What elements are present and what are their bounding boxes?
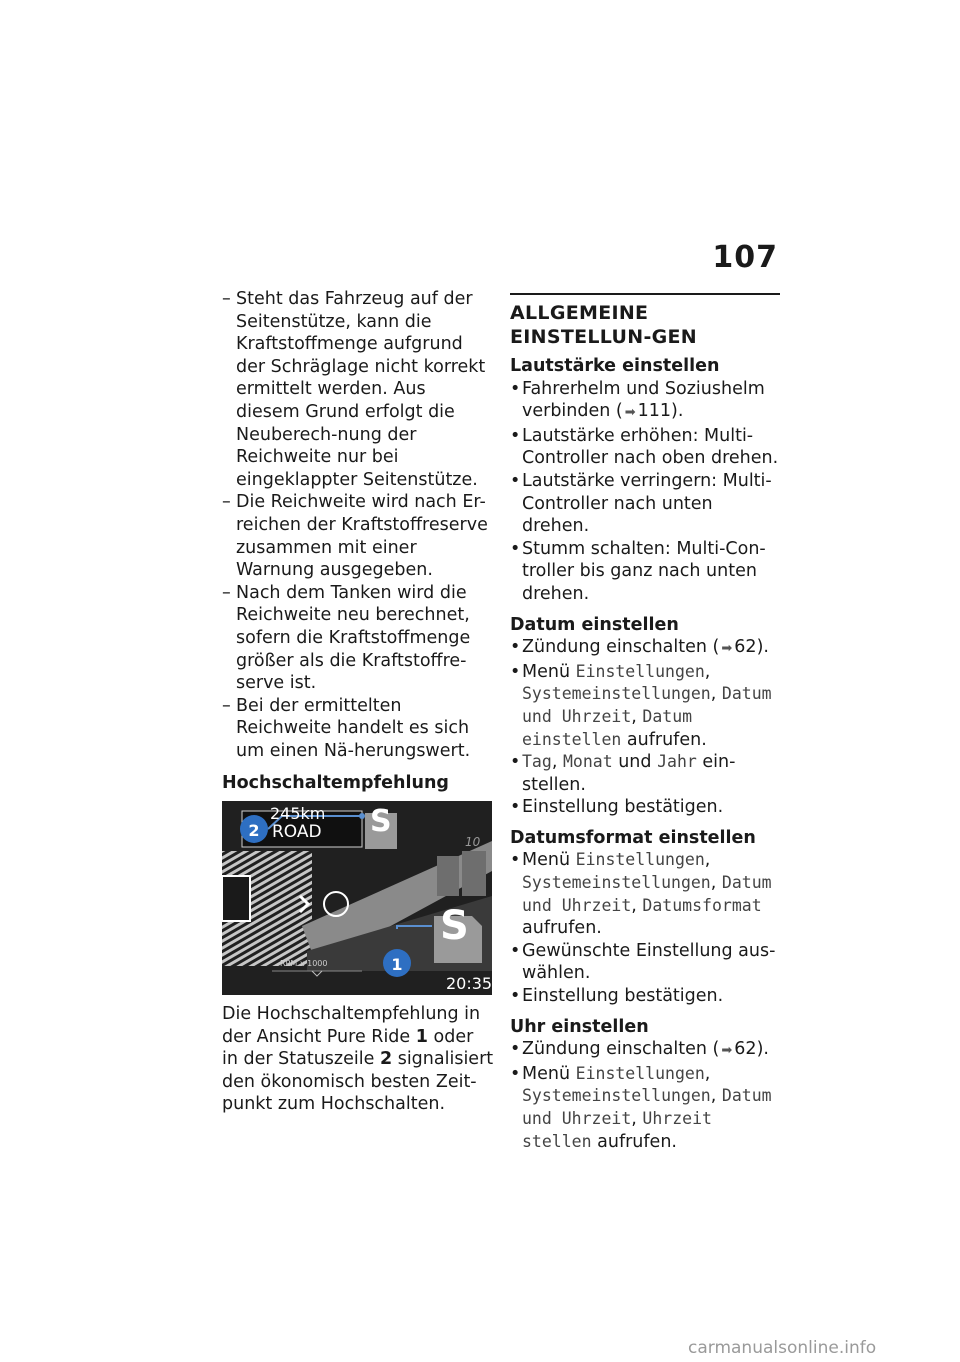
field-name: Jahr <box>657 752 697 772</box>
list-item: • Menü Einstellungen, Systemeinstellungen, Datum und Uhrzeit, Datumsformat aufrufen. <box>510 849 780 939</box>
menu-path: Systemeinstellungen <box>522 684 711 704</box>
caption-text: Die Hochschaltempfehlung in der Ansicht Pure Ride <box>222 1004 481 1047</box>
item-text: aufrufen. <box>522 918 602 939</box>
list-item: • Gewünschte Einstellung aus-wählen. <box>510 940 780 985</box>
caption-text: oder in der Statuszeile <box>222 1026 474 1070</box>
list-item <box>510 1038 780 1063</box>
list-item: – Steht das Fahrzeug auf der Seitenstütze, kann die Kraftstoffmenge aufgrund der Schräglage nicht korrekt ermittelt werden. Aus diesem Grund erfolgt die Neuberech-nung der Reichweite nur bei eingeklappter Seitenstütze. <box>222 288 494 491</box>
menu-path: Uhrzeit stellen <box>522 1109 712 1151</box>
callout-1: 1 <box>391 955 403 975</box>
item-text: aufrufen. <box>626 729 707 750</box>
item-text: Menü <box>522 661 571 682</box>
field-name: Monat <box>562 752 613 772</box>
menu-path: Systemeinstellungen <box>522 873 711 893</box>
dashboard-illustration <box>222 801 492 995</box>
shift-indicator-top: S <box>370 804 392 840</box>
item-text: ein-stellen. <box>522 752 736 795</box>
menu-path: Datumsformat <box>642 895 762 915</box>
left-column <box>222 288 494 1116</box>
figure-caption <box>222 1003 494 1116</box>
dashboard-figure <box>222 801 492 995</box>
list-item: – Bei der ermittelten Reichweite handelt es sich um einen Nä-herungswert. <box>222 695 494 763</box>
clock-readout: 20:35 <box>446 974 492 994</box>
list-item <box>510 378 780 425</box>
menu-path: Datum und Uhrzeit <box>522 1086 772 1128</box>
shift-indicator-main: S <box>440 903 469 950</box>
page-ref: 62). <box>734 637 769 658</box>
field-name: Tag <box>522 752 552 772</box>
list-item: – Nach dem Tanken wird die Reichweite neu berechnet, sofern die Kraftstoffmenge größer als die Kraftstoffre-serve ist. <box>222 582 494 695</box>
list-item: • Stumm schalten: Multi-Con-troller bis ganz nach unten drehen. <box>510 538 780 606</box>
range-readout: 245km <box>270 804 326 824</box>
right-column <box>510 288 780 1153</box>
list-item: • Einstellung bestätigen. <box>510 796 780 819</box>
heading-uhr: Uhr einstellen <box>510 1016 649 1037</box>
page-ref-arrow-icon: ➡ <box>624 405 636 421</box>
callout-2: 2 <box>248 821 260 841</box>
list-item: – Die Reichweite wird nach Er-reichen der Kraftstoffreserve zusammen mit einer Warnung ausgegeben. <box>222 491 494 581</box>
page-ref-arrow-icon: ➡ <box>721 641 733 657</box>
menu-path: Datum und Uhrzeit <box>522 873 772 915</box>
page-ref: 62). <box>734 1039 769 1060</box>
scale-label: 10 <box>465 835 481 850</box>
heading-datumsformat: Datumsformat einstellen <box>510 827 756 848</box>
list-item: • Menü Einstellungen, Systemeinstellungen, Datum und Uhrzeit, Datum einstellen aufrufen. <box>510 661 780 751</box>
list-item: • Tag, Monat und Jahr ein-stellen. <box>510 751 780 796</box>
item-text: Fahrerhelm und Soziushelm verbinden ( <box>522 378 765 422</box>
item-text: Menü <box>522 850 571 871</box>
list-item: • Lautstärke verringern: Multi-Controller nach unten drehen. <box>510 470 780 538</box>
item-text: Zündung einschalten ( <box>522 1039 720 1060</box>
page-number: 107 <box>712 240 778 275</box>
page-ref-arrow-icon: ➡ <box>721 1043 733 1059</box>
menu-path: Systemeinstellungen <box>522 1086 711 1106</box>
item-text: Menü <box>522 1063 571 1084</box>
list-item: • Menü Einstellungen, Systemeinstellungen, Datum und Uhrzeit, Uhrzeit stellen aufrufen. <box>510 1063 780 1153</box>
rpm-label: RPM x 1000 <box>280 959 328 969</box>
menu-path: Einstellungen <box>575 1063 705 1083</box>
caption-text: signalisiert den ökonomisch besten Zeit-punkt zum Hochschalten. <box>222 1049 494 1115</box>
mode-label: ROAD <box>272 822 322 843</box>
item-text: aufrufen. <box>597 1131 677 1152</box>
list-item: • Lautstärke erhöhen: Multi-Controller nach oben drehen. <box>510 425 780 470</box>
list-item <box>510 636 780 661</box>
caption-ref: 1 <box>415 1026 428 1047</box>
item-text: Zündung einschalten ( <box>522 637 720 658</box>
heading-datum: Datum einstellen <box>510 614 679 635</box>
section-heading-hochschalt: Hochschaltempfehlung <box>222 773 449 794</box>
watermark: carmanualsonline.info <box>688 1338 877 1358</box>
item-text: und <box>618 752 652 773</box>
menu-path: Einstellungen <box>575 661 705 681</box>
list-item: • Einstellung bestätigen. <box>510 985 780 1008</box>
menu-path: Datum einstellen <box>522 706 693 749</box>
caption-ref: 2 <box>379 1049 393 1070</box>
page-ref: 111). <box>637 401 684 422</box>
menu-path: Datum und Uhrzeit <box>522 684 772 726</box>
heading-lautstaerke: Lautstärke einstellen <box>510 356 720 376</box>
section-title: ALLGEMEINE EINSTELLUN-GEN <box>510 293 780 349</box>
menu-path: Einstellungen <box>575 850 705 870</box>
